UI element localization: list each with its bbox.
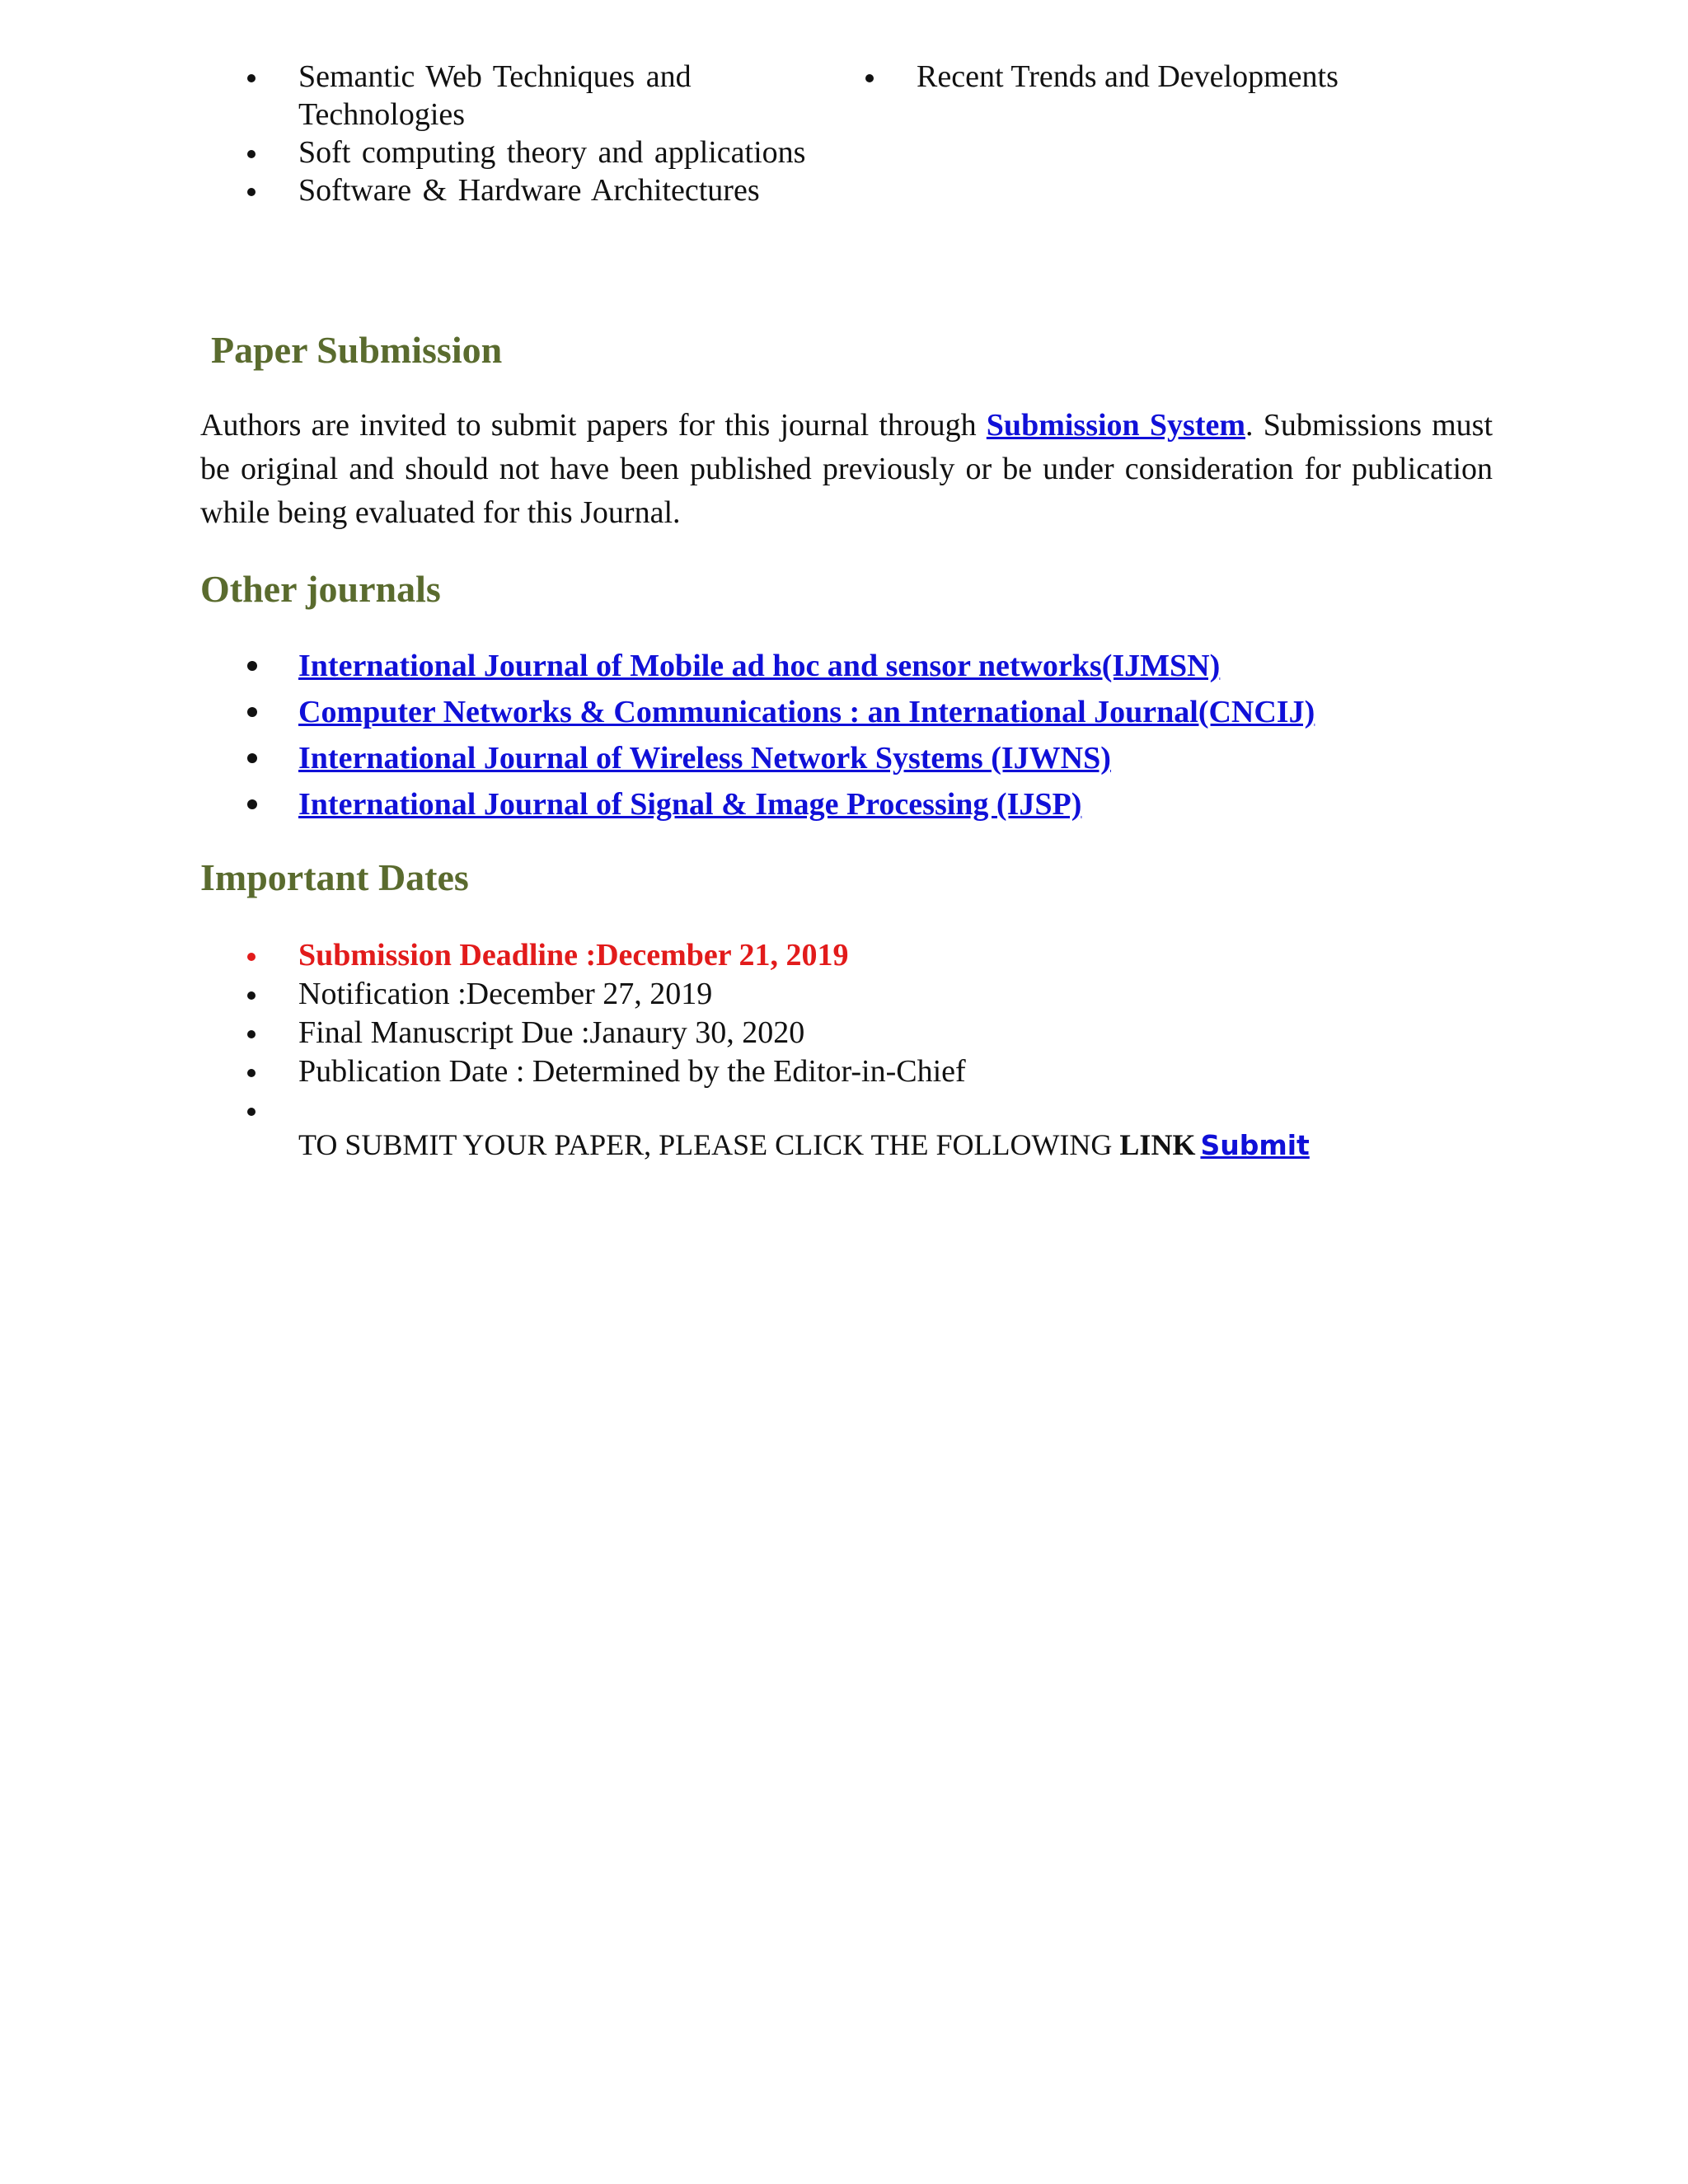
journal-link-cncij[interactable]: Computer Networks & Communications : an International Journal(CNCIJ) <box>298 695 1315 729</box>
topics-right-list <box>849 58 1376 96</box>
notification-date: Notification :December 27, 2019 <box>231 975 1467 1014</box>
topic-item: Soft computing theory and applications <box>231 134 808 171</box>
link-word: LINK <box>1119 1128 1196 1161</box>
important-dates-heading: Important Dates <box>200 856 469 898</box>
submission-deadline: Submission Deadline :December 21, 2019 <box>231 936 1467 975</box>
topic-item: Recent Trends and Developments <box>849 58 1376 96</box>
paragraph-text-after: . Submissions must be original and should not have been published previously or be under consideration for publication while being evaluated for this Journal. <box>200 408 1493 530</box>
journal-list-item <box>231 735 1467 781</box>
topic-item: Semantic Web Techniques and Technologies <box>231 58 808 134</box>
paper-submission-paragraph <box>200 404 1493 535</box>
important-dates-section <box>231 936 1467 1130</box>
empty-bullet <box>231 1091 1467 1130</box>
publication-date: Publication Date : Determined by the Editor-in-Chief <box>231 1052 1467 1091</box>
important-dates-list <box>231 936 1467 1130</box>
journal-link-ijwns[interactable]: International Journal of Wireless Network Systems (IJWNS) <box>298 741 1111 776</box>
journal-list-item <box>231 643 1467 689</box>
other-journals-heading: Other journals <box>200 568 441 610</box>
submit-instruction-text: TO SUBMIT YOUR PAPER, PLEASE CLICK THE FOLLOWING <box>298 1128 1120 1161</box>
other-journals-section <box>231 643 1467 827</box>
submit-link[interactable]: Submit <box>1200 1129 1310 1161</box>
paper-submission-heading: Paper Submission <box>211 329 503 371</box>
submission-system-link[interactable]: Submission System <box>986 408 1245 443</box>
topics-left-column <box>231 58 808 209</box>
journal-list-item <box>231 781 1467 827</box>
paragraph-text-before: Authors are invited to submit papers for this journal through <box>200 408 987 443</box>
journal-list-item <box>231 689 1467 735</box>
other-journals-list <box>231 643 1467 827</box>
topics-right-column <box>849 58 1376 96</box>
final-manuscript-date: Final Manuscript Due :Janaury 30, 2020 <box>231 1014 1467 1052</box>
journal-link-ijsp[interactable]: International Journal of Signal & Image Processing (IJSP) <box>298 787 1082 822</box>
topics-left-list <box>231 58 808 209</box>
journal-link-ijmsn[interactable]: International Journal of Mobile ad hoc and sensor networks(IJMSN) <box>298 649 1221 683</box>
topic-item: Software & Hardware Architectures <box>231 171 808 209</box>
submit-instruction <box>298 1126 1310 1165</box>
